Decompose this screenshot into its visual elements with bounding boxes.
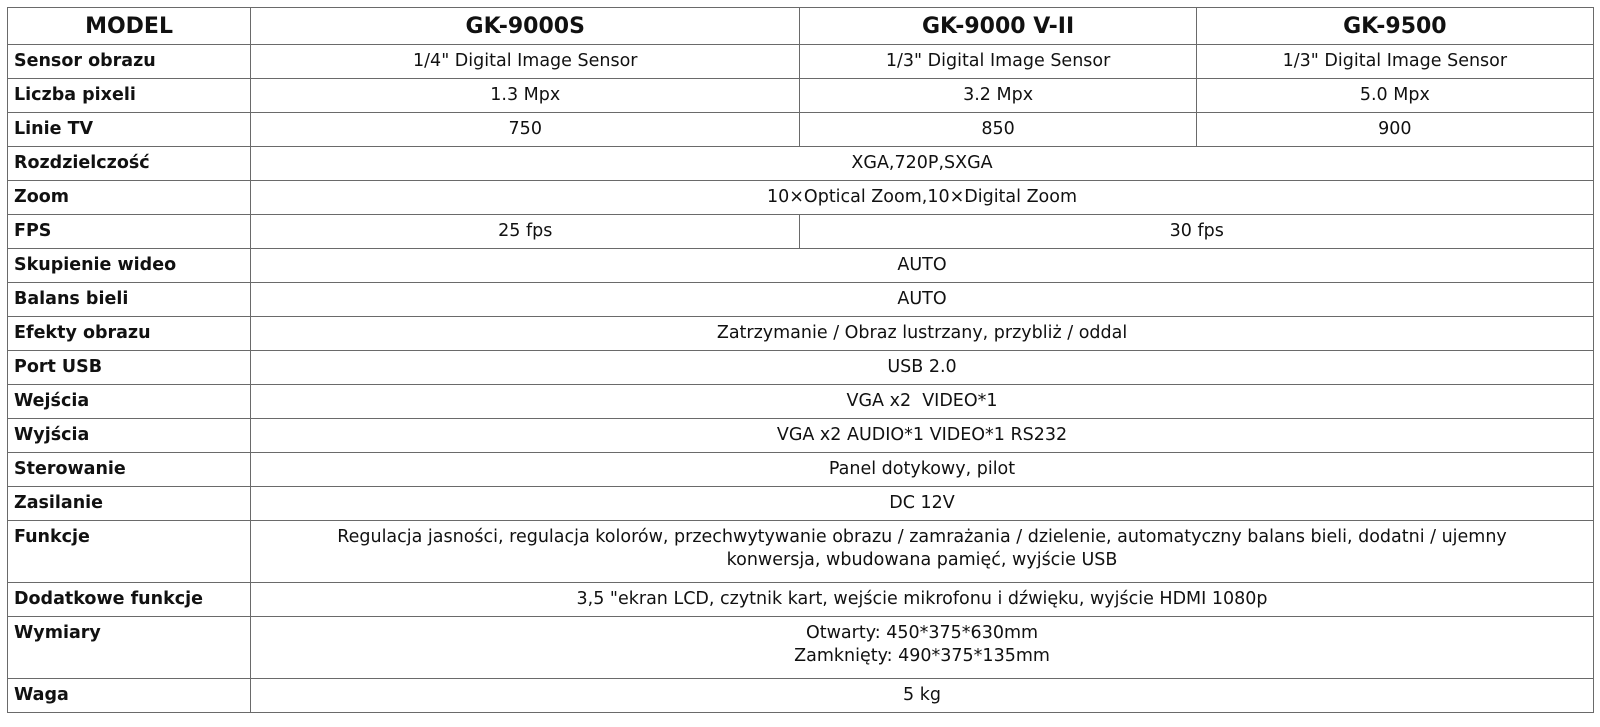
row-inputs (8, 385, 1594, 419)
row-label: Wejścia (8, 385, 251, 419)
row-label: Efekty obrazu (8, 317, 251, 351)
row-image-effects (8, 317, 1594, 351)
functions-line-1: Regulacja jasności, regulacja kolorów, przechwytywanie obrazu / zamrażania / dzielenie, automatyczny balans bieli, dodatni / ujemny (337, 527, 1507, 547)
cell-value: 1/3" Digital Image Sensor (1196, 45, 1593, 79)
row-fps (8, 215, 1594, 249)
cell-value: 1.3 Mpx (251, 79, 800, 113)
cell-value: 3.2 Mpx (800, 79, 1196, 113)
row-label: Linie TV (8, 113, 251, 147)
row-label: Zoom (8, 181, 251, 215)
model-gk-9000-v-ii: GK-9000 V-II (800, 8, 1196, 45)
cell-value: 3,5 "ekran LCD, czytnik kart, wejście mikrofonu i dźwięku, wyjście HDMI 1080p (251, 583, 1594, 617)
row-resolution (8, 147, 1594, 181)
row-label: Zasilanie (8, 487, 251, 521)
row-label: FPS (8, 215, 251, 249)
cell-value: AUTO (251, 283, 1594, 317)
cell-value: VGA x2 VIDEO*1 (251, 385, 1594, 419)
cell-value: 900 (1196, 113, 1593, 147)
dimensions-open: Otwarty: 450*375*630mm (805, 623, 1039, 643)
row-focus (8, 249, 1594, 283)
cell-value: DC 12V (251, 487, 1594, 521)
row-power (8, 487, 1594, 521)
cell-value: 30 fps (800, 215, 1594, 249)
cell-value: 750 (251, 113, 800, 147)
row-usb (8, 351, 1594, 385)
row-label: Wyjścia (8, 419, 251, 453)
row-label: Sensor obrazu (8, 45, 251, 79)
cell-value (251, 617, 1594, 679)
row-sensor (8, 45, 1594, 79)
cell-value: XGA,720P,SXGA (251, 147, 1594, 181)
row-control (8, 453, 1594, 487)
row-label: Dodatkowe funkcje (8, 583, 251, 617)
header-row (8, 8, 1594, 45)
row-label: Port USB (8, 351, 251, 385)
row-label: Waga (8, 679, 251, 713)
cell-value: 10×Optical Zoom,10×Digital Zoom (251, 181, 1594, 215)
row-label: Rozdzielczość (8, 147, 251, 181)
cell-value: 1/4" Digital Image Sensor (251, 45, 800, 79)
row-functions (8, 521, 1594, 583)
cell-value: USB 2.0 (251, 351, 1594, 385)
cell-value: AUTO (251, 249, 1594, 283)
row-label: Liczba pixeli (8, 79, 251, 113)
cell-value: VGA x2 AUDIO*1 VIDEO*1 RS232 (251, 419, 1594, 453)
row-zoom (8, 181, 1594, 215)
cell-value: 25 fps (251, 215, 800, 249)
row-label: Sterowanie (8, 453, 251, 487)
row-label: Balans bieli (8, 283, 251, 317)
model-gk-9000s: GK-9000S (251, 8, 800, 45)
dimensions-closed: Zamknięty: 490*375*135mm (794, 646, 1050, 666)
cell-value (251, 521, 1594, 583)
row-weight (8, 679, 1594, 713)
cell-value: Zatrzymanie / Obraz lustrzany, przybliż / oddal (251, 317, 1594, 351)
row-outputs (8, 419, 1594, 453)
row-dimensions (8, 617, 1594, 679)
row-label: Skupienie wideo (8, 249, 251, 283)
model-header: MODEL (8, 8, 251, 45)
row-label: Funkcje (8, 521, 251, 583)
functions-line-2: konwersja, wbudowana pamięć, wyjście USB (726, 550, 1118, 570)
row-extra-functions (8, 583, 1594, 617)
model-gk-9500: GK-9500 (1196, 8, 1593, 45)
row-white-balance (8, 283, 1594, 317)
cell-value: Panel dotykowy, pilot (251, 453, 1594, 487)
cell-value: 5.0 Mpx (1196, 79, 1593, 113)
cell-value: 850 (800, 113, 1196, 147)
row-pixels (8, 79, 1594, 113)
cell-value: 1/3" Digital Image Sensor (800, 45, 1196, 79)
row-tv-lines (8, 113, 1594, 147)
cell-value: 5 kg (251, 679, 1594, 713)
spec-table (7, 7, 1594, 713)
row-label: Wymiary (8, 617, 251, 679)
